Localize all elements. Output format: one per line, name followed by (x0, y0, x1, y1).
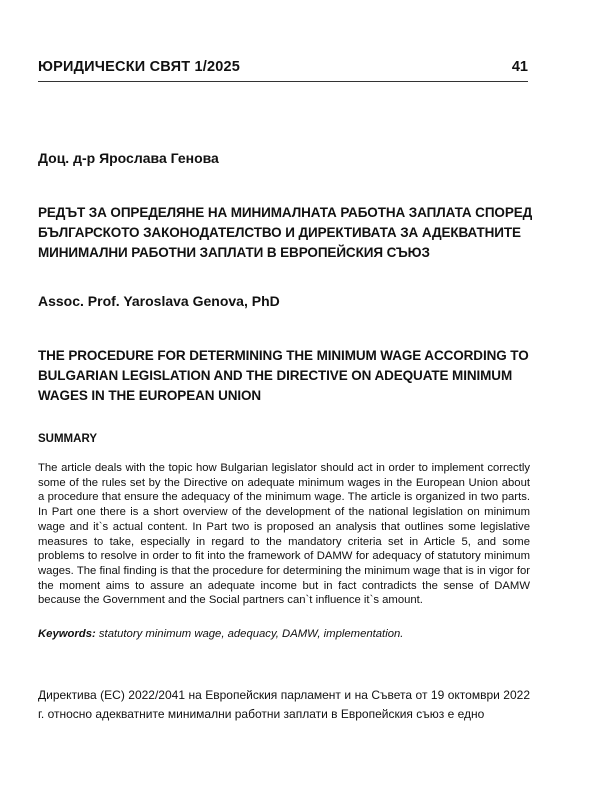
summary-heading: SUMMARY (38, 433, 97, 445)
keywords-label: Keywords: (38, 628, 96, 640)
author-english: Assoc. Prof. Yaroslava Genova, PhD (38, 293, 280, 309)
body-paragraph: Директива (ЕС) 2022/2041 на Европейския парламент и на Съвета от 19 октомври 2022 г. относно адекватните минимални работни заплати в Европейския съюз е едно (38, 688, 530, 721)
summary-text: The article deals with the topic how Bulgarian legislator should act in order to implement correctly some of the rules set by the Directive on adequate minimum wages in the European Union about a procedure that ensure the adequacy of the minimum wage. The article is organized in two parts. In Part one there is a short overview of the development of the national legislation on minimum wage and it`s actual content. In Part two is proposed an analysis that outlines some legislative measures to take, especially in regard to the mandatory criteria set in Article 5, and some problems to resolve in order to fit into the framework of DAMW for adequacy of statutory minimum wages. The final finding is that the procedure for determining the minimum wage that is in vigor for the moment aims to assure an adequate income but in fact contradicts the sense of DAMW because the Government and the Social partners can`t influence it`s amount. (38, 462, 530, 607)
journal-name: ЮРИДИЧЕСКИ СВЯТ 1/2025 (38, 59, 241, 75)
author-bulgarian: Доц. д-р Ярослава Генова (38, 150, 219, 166)
keywords-text: statutory minimum wage, adequacy, DAMW, implementation. (98, 628, 404, 640)
title-english: THE PROCEDURE FOR DETERMINING THE MINIMUM WAGE ACCORDING TO BULGARIAN LEGISLATION AND THE DIRECTIVE ON ADEQUATE MINIMUM WAGES IN THE EUROPEAN UNION (38, 348, 529, 403)
page-number: 41 (511, 59, 528, 75)
keywords-line (38, 628, 530, 640)
title-bulgarian: РЕДЪТ ЗА ОПРЕДЕЛЯНЕ НА МИНИМАЛНАТА РАБОТНА ЗАПЛАТА СПОРЕД БЪЛГАРСКОТО ЗАКОНОДАТЕЛСТВО И ДИРЕКТИВАТА ЗА АДЕКВАТНИТЕ МИНИМАЛНИ РАБОТНИ ЗАПЛАТИ В ЕВРОПЕЙСКИЯ СЪЮЗ (38, 205, 533, 260)
running-header (38, 57, 528, 82)
